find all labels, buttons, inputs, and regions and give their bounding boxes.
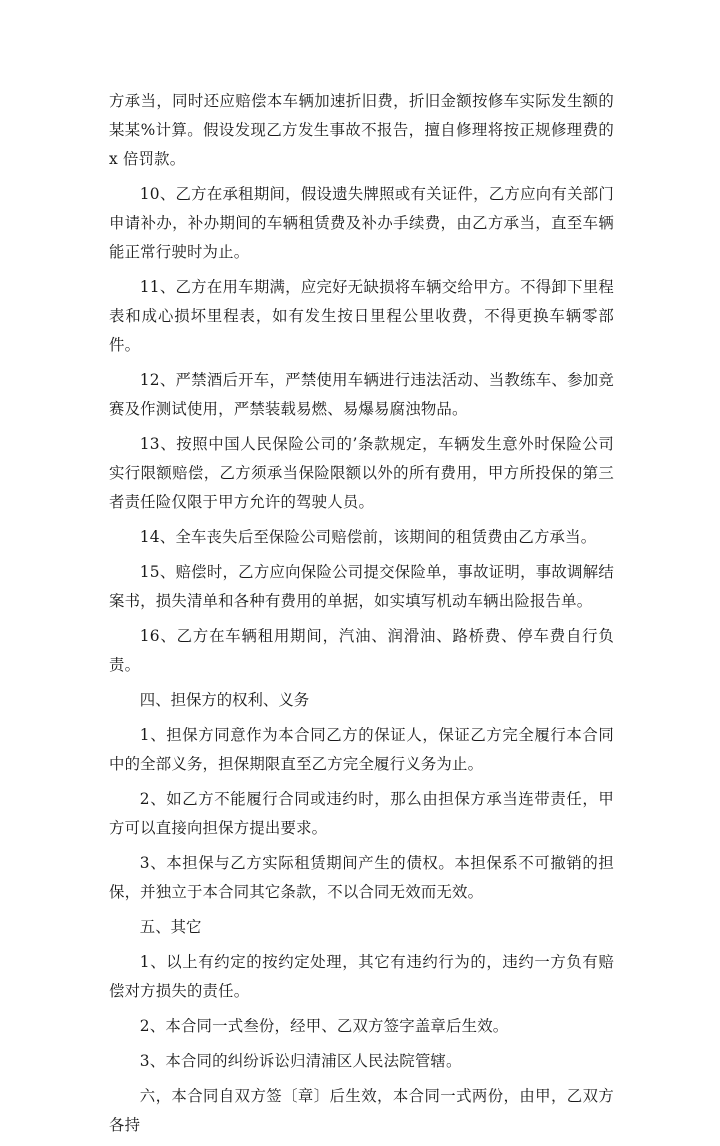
clause-14: 14、全车丧失后至保险公司赔偿前，该期间的租赁费由乙方承当。 xyxy=(139,528,597,546)
other-clause-1: 1、以上有约定的按约定处理，其它有违约行为的，违约一方负有赔偿对方损失的责任。 xyxy=(109,953,614,1000)
clause-16: 16、乙方在车辆租用期间，汽油、润滑油、路桥费、停车费自行负责。 xyxy=(109,627,614,674)
guarantor-clause-1: 1、担保方同意作为本合同乙方的保证人，保证乙方完全履行本合同中的全部义务，担保期限直至乙方完全履行义务为止。 xyxy=(109,726,614,773)
paragraph-continuation: 方承当，同时还应赔偿本车辆加速折旧费，折旧金额按修车实际发生额的某某%计算。假设发现乙方发生事故不报告，擅自修理将按正规修理费的 x 倍罚款。 xyxy=(109,92,614,168)
other-clause-2: 2、本合同一式叁份，经甲、乙双方签字盖章后生效。 xyxy=(139,1017,509,1035)
clause-15: 15、赔偿时，乙方应向保险公司提交保险单，事故证明，事故调解结案书，损失清单和各种有费用的单据，如实填写机动车辆出险报告单。 xyxy=(109,563,614,610)
section-six-clause: 六，本合同自双方签〔章〕后生效，本合同一式两份，由甲，乙双方各持 xyxy=(109,1087,614,1134)
clause-10: 10、乙方在承租期间，假设遗失牌照或有关证件，乙方应向有关部门申请补办，补办期间的车辆租赁费及补办手续费，由乙方承当，直至车辆能正常行驶时为止。 xyxy=(109,185,614,261)
clause-13: 13、按照中国人民保险公司的’条款规定，车辆发生意外时保险公司实行限额赔偿，乙方须承当保险限额以外的所有费用，甲方所投保的第三者责任险仅限于甲方允许的驾驶人员。 xyxy=(109,435,614,511)
section-heading-guarantor: 四、担保方的权利、义务 xyxy=(139,691,310,709)
clause-11: 11、乙方在用车期满，应完好无缺损将车辆交给甲方。不得卸下里程表和成心损坏里程表，如有发生按日里程公里收费，不得更换车辆零部件。 xyxy=(109,278,614,354)
document-body xyxy=(109,87,614,1146)
clause-12: 12、严禁酒后开车，严禁使用车辆进行违法活动、当教练车、参加竞赛及作测试使用，严禁装载易燃、易爆易腐浊物品。 xyxy=(109,371,614,418)
guarantor-clause-2: 2、如乙方不能履行合同或违约时，那么由担保方承当连带责任，甲方可以直接向担保方提出要求。 xyxy=(109,790,614,837)
section-heading-other: 五、其它 xyxy=(139,918,202,936)
guarantor-clause-3: 3、本担保与乙方实际租赁期间产生的债权。本担保系不可撤销的担保，并独立于本合同其它条款，不以合同无效而无效。 xyxy=(109,854,614,901)
other-clause-3: 3、本合同的纠纷诉讼归清浦区人民法院管辖。 xyxy=(139,1052,462,1070)
